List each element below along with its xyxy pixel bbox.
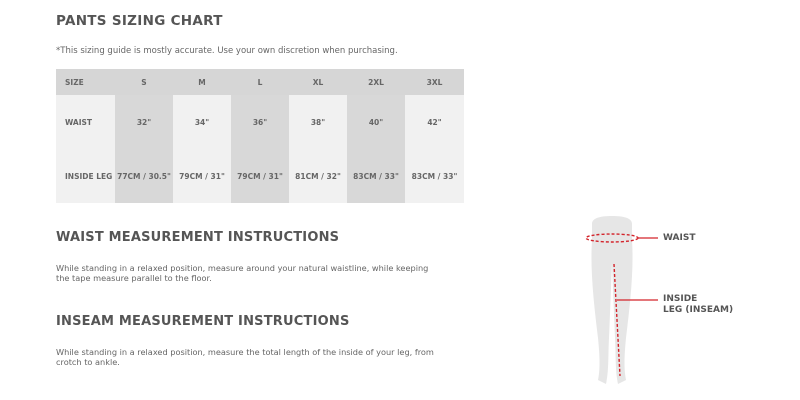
header-s: S bbox=[115, 69, 173, 95]
waist-label: WAIST bbox=[663, 233, 696, 243]
leg-xl: 81CM / 32" bbox=[289, 149, 347, 203]
row-label-waist: WAIST bbox=[56, 95, 115, 149]
waist-3xl: 42" bbox=[405, 95, 464, 149]
header-3xl: 3XL bbox=[405, 69, 464, 95]
leg-l: 79CM / 31" bbox=[231, 149, 289, 203]
header-size: SIZE bbox=[56, 69, 115, 95]
waist-s: 32" bbox=[115, 95, 173, 149]
waist-instructions: While standing in a relaxed position, measure around your natural waistline, while keeping the tape measure parallel to the floor. bbox=[56, 263, 429, 283]
sizing-note: *This sizing guide is mostly accurate. Use your own discretion when purchasing. bbox=[56, 46, 398, 56]
inseam-label-line1: INSIDE bbox=[663, 294, 698, 304]
header-m: M bbox=[173, 69, 231, 95]
waist-heading: WAIST MEASUREMENT INSTRUCTIONS bbox=[56, 230, 340, 245]
waist-xl: 38" bbox=[289, 95, 347, 149]
leg-s: 77CM / 30.5" bbox=[115, 149, 173, 203]
inseam-instructions: While standing in a relaxed position, measure the total length of the inside of your leg, from crotch to ankle. bbox=[56, 347, 434, 367]
waist-m: 34" bbox=[173, 95, 231, 149]
leg-2xl: 83CM / 33" bbox=[347, 149, 405, 203]
page-title: PANTS SIZING CHART bbox=[56, 13, 223, 29]
header-xl: XL bbox=[289, 69, 347, 95]
inseam-label-line2: LEG (INSEAM) bbox=[663, 305, 734, 315]
leg-m: 79CM / 31" bbox=[173, 149, 231, 203]
waist-2xl: 40" bbox=[347, 95, 405, 149]
header-l: L bbox=[231, 69, 289, 95]
pants-figure bbox=[580, 210, 660, 390]
header-2xl: 2XL bbox=[347, 69, 405, 95]
inseam-heading: INSEAM MEASUREMENT INSTRUCTIONS bbox=[56, 314, 350, 329]
row-label-inside-leg: INSIDE LEG bbox=[56, 149, 115, 203]
sizing-table bbox=[56, 69, 464, 203]
leg-3xl: 83CM / 33" bbox=[405, 149, 464, 203]
waist-l: 36" bbox=[231, 95, 289, 149]
